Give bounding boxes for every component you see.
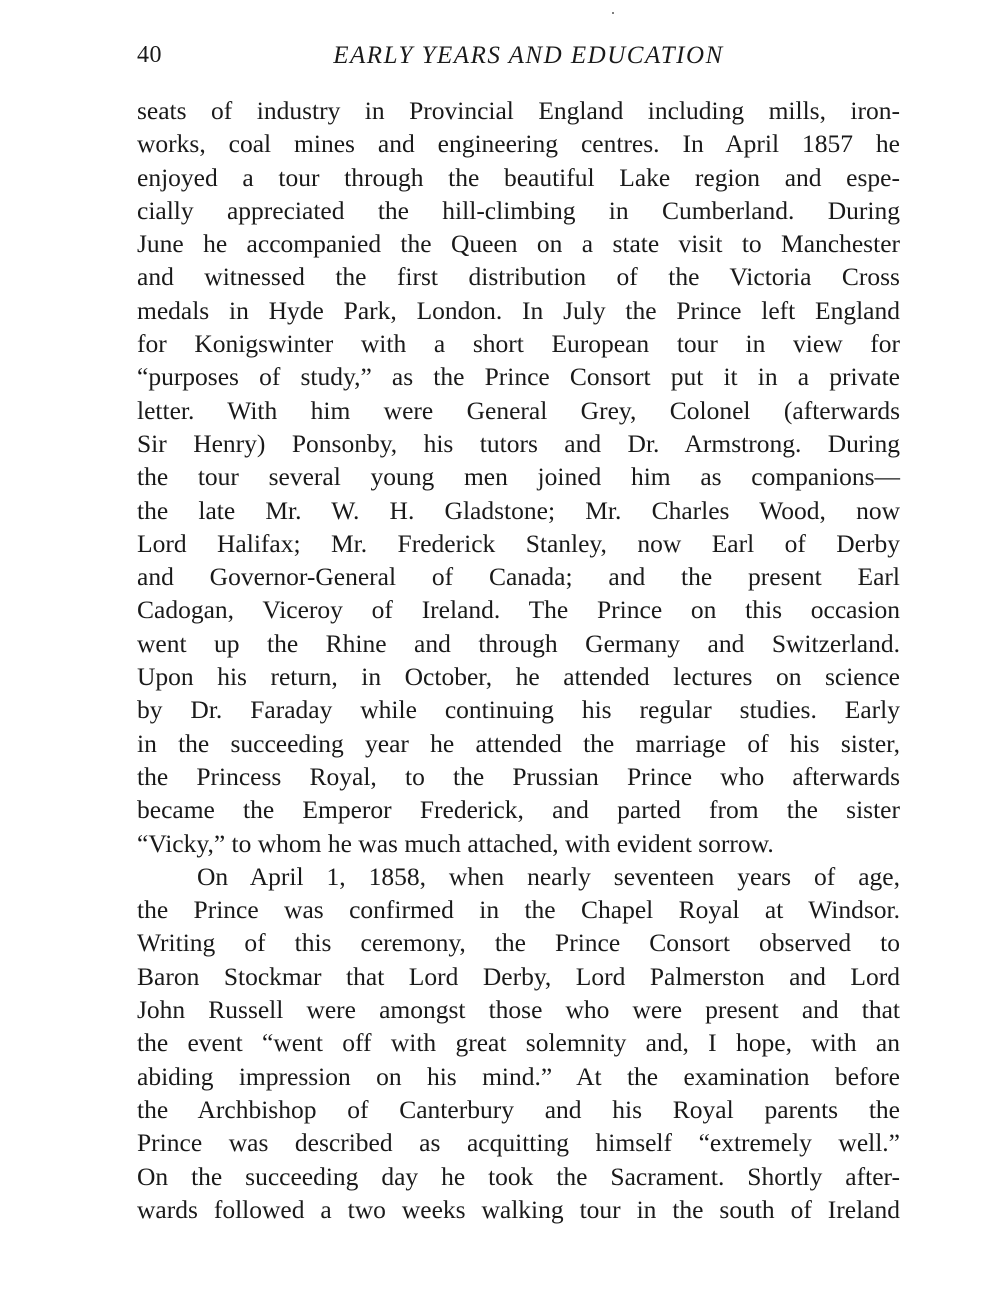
text-line: enjoyed a tour through the beautiful Lake region and espe- (137, 162, 900, 192)
paragraph-2 (137, 860, 900, 1226)
text-line: seats of industry in Provincial England including mills, iron- (137, 96, 900, 125)
text-line: the Prince was confirmed in the Chapel Royal at Windsor. (137, 895, 900, 925)
paragraph-1 (137, 94, 900, 860)
text-line: and witnessed the first distribution of the Victoria Cross (137, 262, 900, 292)
text-line: Writing of this ceremony, the Prince Consort observed to (137, 928, 900, 958)
text-line: John Russell were amongst those who were present and that (137, 995, 900, 1025)
page-number: 40 (137, 42, 162, 68)
text-line: the tour several young men joined him as companions— (137, 462, 900, 492)
text-line: became the Emperor Frederick, and parted from the sister (137, 795, 900, 825)
text-line: Upon his return, in October, he attended lectures on science (137, 662, 900, 692)
text-line: June he accompanied the Queen on a state visit to Manchester (137, 229, 900, 259)
text-line: Lord Halifax; Mr. Frederick Stanley, now Earl of Derby (137, 528, 900, 558)
text-line: and Governor-General of Canada; and the present Earl (137, 562, 900, 592)
text-line: went up the Rhine and through Germany and Switzerland. (137, 628, 900, 658)
text-line: Cadogan, Viceroy of Ireland. The Prince on this occasion (137, 595, 900, 625)
text-line: Prince was described as acquitting himself “extremely well.” (137, 1128, 900, 1158)
text-line: Sir Henry) Ponsonby, his tutors and Dr. Armstrong. During (137, 428, 900, 458)
text-line: for Konigswinter with a short European tour in view for (137, 329, 900, 359)
text-line: the late Mr. W. H. Gladstone; Mr. Charles Wood, now (137, 495, 900, 525)
text-line: On the succeeding day he took the Sacrament. Shortly after- (137, 1161, 900, 1191)
text-line: cially appreciated the hill-climbing in Cumberland. During (137, 195, 900, 225)
text-line: in the succeeding year he attended the marriage of his sister, (137, 728, 900, 758)
text-line: abiding impression on his mind.” At the examination before (137, 1061, 900, 1091)
text-line: “Vicky,” to whom he was much attached, with evident sorrow. (137, 828, 774, 858)
text-line: medals in Hyde Park, London. In July the Prince left England (137, 295, 900, 325)
text-line: On April 1, 1858, when nearly seventeen years of age, (197, 861, 900, 891)
text-line: works, coal mines and engineering centres. In April 1857 he (137, 129, 900, 159)
ink-speck (612, 12, 614, 14)
body-text (137, 94, 900, 1226)
page-header (137, 42, 900, 76)
text-line: the Archbishop of Canterbury and his Royal parents the (137, 1094, 900, 1124)
text-line: the event “went off with great solemnity and, I hope, with an (137, 1028, 900, 1058)
running-title: EARLY YEARS AND EDUCATION (333, 42, 724, 69)
text-line: “purposes of study,” as the Prince Consort put it in a private (137, 362, 900, 392)
text-line: by Dr. Faraday while continuing his regular studies. Early (137, 695, 900, 725)
text-line: letter. With him were General Grey, Colonel (afterwards (137, 395, 900, 425)
text-line: the Princess Royal, to the Prussian Prince who afterwards (137, 761, 900, 791)
text-line: wards followed a two weeks walking tour in the south of Ireland (137, 1194, 900, 1224)
text-line: Baron Stockmar that Lord Derby, Lord Palmerston and Lord (137, 961, 900, 991)
